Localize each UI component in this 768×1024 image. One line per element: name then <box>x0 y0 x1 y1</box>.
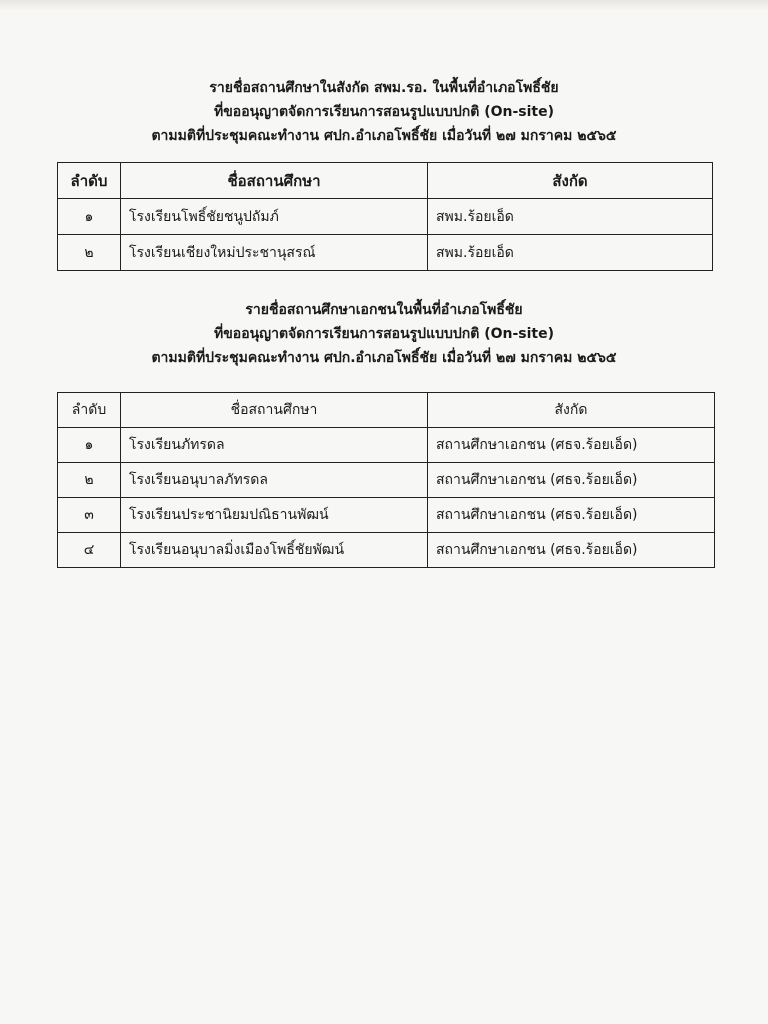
cell-affiliation: สพม.ร้อยเอ็ด <box>428 199 713 235</box>
section2-heading-line: ตามมติที่ประชุมคณะทำงาน ศปก.อำเภอโพธิ์ชัย เมื่อวันที่ ๒๗ มกราคม ๒๕๖๕ <box>151 350 617 366</box>
section2-heading-line: ที่ขออนุญาตจัดการเรียนการสอนรูปแบบปกติ (On-site) <box>213 326 554 342</box>
col-header-affiliation: สังกัด <box>428 163 713 199</box>
col-header-school-name: ชื่อสถานศึกษา <box>121 393 428 428</box>
section1-heading-line: ตามมติที่ประชุมคณะทำงาน ศปก.อำเภอโพธิ์ชัย เมื่อวันที่ ๒๗ มกราคม ๒๕๖๕ <box>151 128 617 144</box>
cell-order: ๑ <box>58 199 121 235</box>
public-schools-table <box>57 162 713 271</box>
cell-school-name: โรงเรียนประชานิยมปณิธานพัฒน์ <box>121 498 428 533</box>
table-row <box>58 533 715 568</box>
cell-order: ๑ <box>58 428 121 463</box>
cell-affiliation: สถานศึกษาเอกชน (ศธจ.ร้อยเอ็ด) <box>428 428 715 463</box>
cell-order: ๔ <box>58 533 121 568</box>
section1-heading-line: ที่ขออนุญาตจัดการเรียนการสอนรูปแบบปกติ (On-site) <box>213 104 554 120</box>
cell-school-name: โรงเรียนเชียงใหม่ประชานุสรณ์ <box>121 235 428 271</box>
cell-school-name: โรงเรียนโพธิ์ชัยชนูปถัมภ์ <box>121 199 428 235</box>
table-row <box>58 428 715 463</box>
cell-order: ๓ <box>58 498 121 533</box>
private-schools-table <box>57 392 715 568</box>
cell-school-name: โรงเรียนอนุบาลมิ่งเมืองโพธิ์ชัยพัฒน์ <box>121 533 428 568</box>
section2-heading-line: รายชื่อสถานศึกษาเอกชนในพื้นที่อำเภอโพธิ์ชัย <box>245 302 523 318</box>
cell-order: ๒ <box>58 463 121 498</box>
cell-school-name: โรงเรียนอนุบาลภัทรดล <box>121 463 428 498</box>
col-header-order: ลำดับ <box>58 393 121 428</box>
col-header-order: ลำดับ <box>58 163 121 199</box>
section1-heading-line: รายชื่อสถานศึกษาในสังกัด สพม.รอ. ในพื้นที่อำเภอโพธิ์ชัย <box>209 80 559 96</box>
section2-heading <box>0 298 768 370</box>
cell-affiliation: สถานศึกษาเอกชน (ศธจ.ร้อยเอ็ด) <box>428 463 715 498</box>
table-row <box>58 498 715 533</box>
table-header-row <box>58 163 713 199</box>
table-row <box>58 199 713 235</box>
cell-order: ๒ <box>58 235 121 271</box>
cell-affiliation: สถานศึกษาเอกชน (ศธจ.ร้อยเอ็ด) <box>428 498 715 533</box>
table-row <box>58 463 715 498</box>
table-row <box>58 235 713 271</box>
cell-affiliation: สพม.ร้อยเอ็ด <box>428 235 713 271</box>
cell-affiliation: สถานศึกษาเอกชน (ศธจ.ร้อยเอ็ด) <box>428 533 715 568</box>
page-top-edge <box>0 0 768 10</box>
section1-heading <box>0 76 768 148</box>
table-header-row <box>58 393 715 428</box>
cell-school-name: โรงเรียนภัทรดล <box>121 428 428 463</box>
col-header-affiliation: สังกัด <box>428 393 715 428</box>
col-header-school-name: ชื่อสถานศึกษา <box>121 163 428 199</box>
